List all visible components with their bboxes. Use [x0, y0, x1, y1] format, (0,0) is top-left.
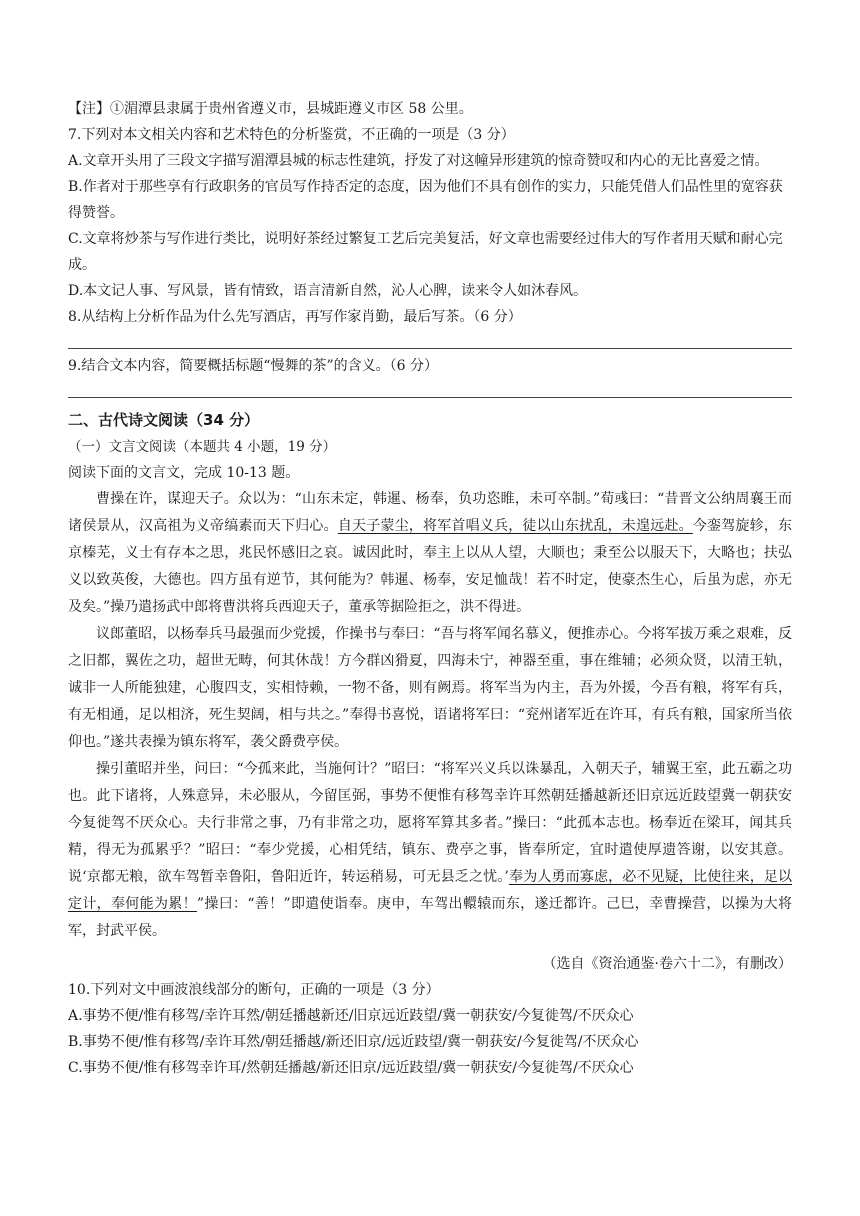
passage-text: 操引董昭并坐，问曰：“今孤来此，当施何计？”昭曰：“将军兴义兵以诛暴乱，入朝天子，辅翼王室，此五霸之功也。此下诸将，人殊意异，未必服从，今留匡弼，事势不便惟有移驾幸许耳然朝廷播越新还旧京远近跂望冀一朝获安今复徙驾不厌众心。夫行非常之事，乃有非常之功，愿将军算其多者。”操曰：“此孤本志也。杨奉近在梁耳，闻其兵精，得无为孤累乎？”昭曰：“奉少党援，心相凭结，镇东、费亭之事，皆奉所定，宜时遣使厚遗答谢，以安其意。说‘京都无粮，欲车驾暂幸鲁阳，鲁阳近许，转运稍易，可无县乏之忧。’: [68, 761, 792, 885]
passage-source: （选自《资治通鉴·卷六十二》，有删改）: [542, 956, 792, 972]
document-content: [68, 96, 792, 1081]
question-7-option-c: C.文章将炒茶与写作进行类比，说明好茶经过繁复工艺后完美复活，好文章也需要经过伟大的写作者用天赋和耐心完成。: [68, 231, 783, 273]
passage-paragraph-2: 议郎董昭，以杨奉兵马最强而少党援，作操书与奉曰：“吾与将军闻名慕义，便推赤心。今将军拔万乘之艰难，反之旧都，翼佐之功，超世无畴，何其休哉！方今群凶猾夏，四海未宁，神器至重，事在维辅；必须众贤，以清王轨，诚非一人所能独建，心腹四支，实相恃赖，一物不备，则有阙焉。将军当为内主，吾为外援，今吾有粮，将军有兵，有无相通，足以相济，死生契阔，相与共之。”奉得书喜悦，语诸将军曰：“兖州诸军近在许耳，有兵有粮，国家所当依仰也。”遂共表操为镇东将军，袭父爵费亭侯。: [68, 626, 792, 750]
question-10-stem: 10.下列对文中画波浪线部分的断句，正确的一项是（3 分）: [68, 982, 440, 998]
question-9: 9.结合文本内容，简要概括标题“慢舞的茶”的含义。（6 分）: [68, 358, 439, 374]
answer-line: [68, 397, 792, 398]
question-10-option-a: A.事势不便/惟有移驾/幸许耳然/朝廷播越新还/旧京远近跂望/冀一朝获安/今复徙驾/不厌众心: [68, 1008, 634, 1024]
underlined-sentence: 奉为人勇而寡虑，必不见疑，比使往来，足以定计，奉何能为累！: [68, 869, 793, 912]
question-10-option-c: C.事势不便/惟有移驾幸许耳/然朝廷播越/新还旧京/远近跂望/冀一朝获安/今复徙驾/不厌众心: [68, 1060, 634, 1076]
subsection-heading: （一）文言文阅读（本题共 4 小题，19 分）: [68, 439, 337, 455]
reading-instruction: 阅读下面的文言文，完成 10-13 题。: [68, 465, 300, 481]
question-10-option-b: B.事势不便/惟有移驾/幸许耳然/朝廷播越/新还旧京/远近跂望/冀一朝获安/今复徙驾/不厌众心: [68, 1034, 639, 1050]
answer-line: [68, 348, 792, 349]
question-7-option-d: D.本文记人事、写风景，皆有情致，语言清新自然，沁人心脾，读来令人如沐春风。: [68, 283, 588, 299]
footnote: 【注】①湄潭县隶属于贵州省遵义市，县城距遵义市区 58 公里。: [68, 101, 473, 117]
question-7-option-b: B.作者对于那些享有行政职务的官员写作持否定的态度，因为他们不具有创作的实力，只能凭借人们品性里的宽容获得赞誉。: [68, 179, 783, 221]
question-8: 8.从结构上分析作品为什么先写酒店，再写作家肖勤，最后写茶。（6 分）: [68, 309, 522, 325]
underlined-sentence: 自天子蒙尘，将军首唱义兵，徒以山东扰乱，未遑远赴。: [337, 518, 693, 534]
passage-text: ”操曰：“善！”即遣使诣奉。庚申，车驾出轘辕而东，遂迁都许。己巳，幸曹操营，以操为大将军，封武平侯。: [68, 896, 792, 939]
question-7-option-a: A.文章开头用了三段文字描写湄潭县城的标志性建筑，抒发了对这幢异形建筑的惊奇赞叹和内心的无比喜爱之情。: [68, 153, 769, 169]
passage-paragraph-3: [68, 756, 792, 945]
question-7-stem: 7.下列对本文相关内容和艺术特色的分析鉴赏，不正确的一项是（3 分）: [68, 127, 515, 143]
passage-paragraph-1: [68, 486, 792, 621]
passage-text: 曹操在许，谋迎天子。众以为：“山东未定，韩暹、杨奉，负功恣睢，未可卒制。”荀彧曰：“昔晋文公纳周襄王而诸侯景从，汉高祖为义帝缟素而天下归心。: [68, 491, 792, 534]
section-heading: 二、古代诗文阅读（34 分）: [68, 411, 260, 429]
passage-text: 今銮驾旋轸，东京榛芜，义士有存本之思，兆民怀感旧之哀。诚因此时，奉主上以从人望，大顺也；秉至公以服天下，大略也；扶弘义以致英俊，大德也。四方虽有逆节，其何能为？韩暹、杨奉，安足恤哉！若不时定，使豪杰生心，后虽为虑，亦无及矣。”操乃遣扬武中郎将曹洪将兵西迎天子，董承等据险拒之，洪不得进。: [68, 518, 793, 615]
